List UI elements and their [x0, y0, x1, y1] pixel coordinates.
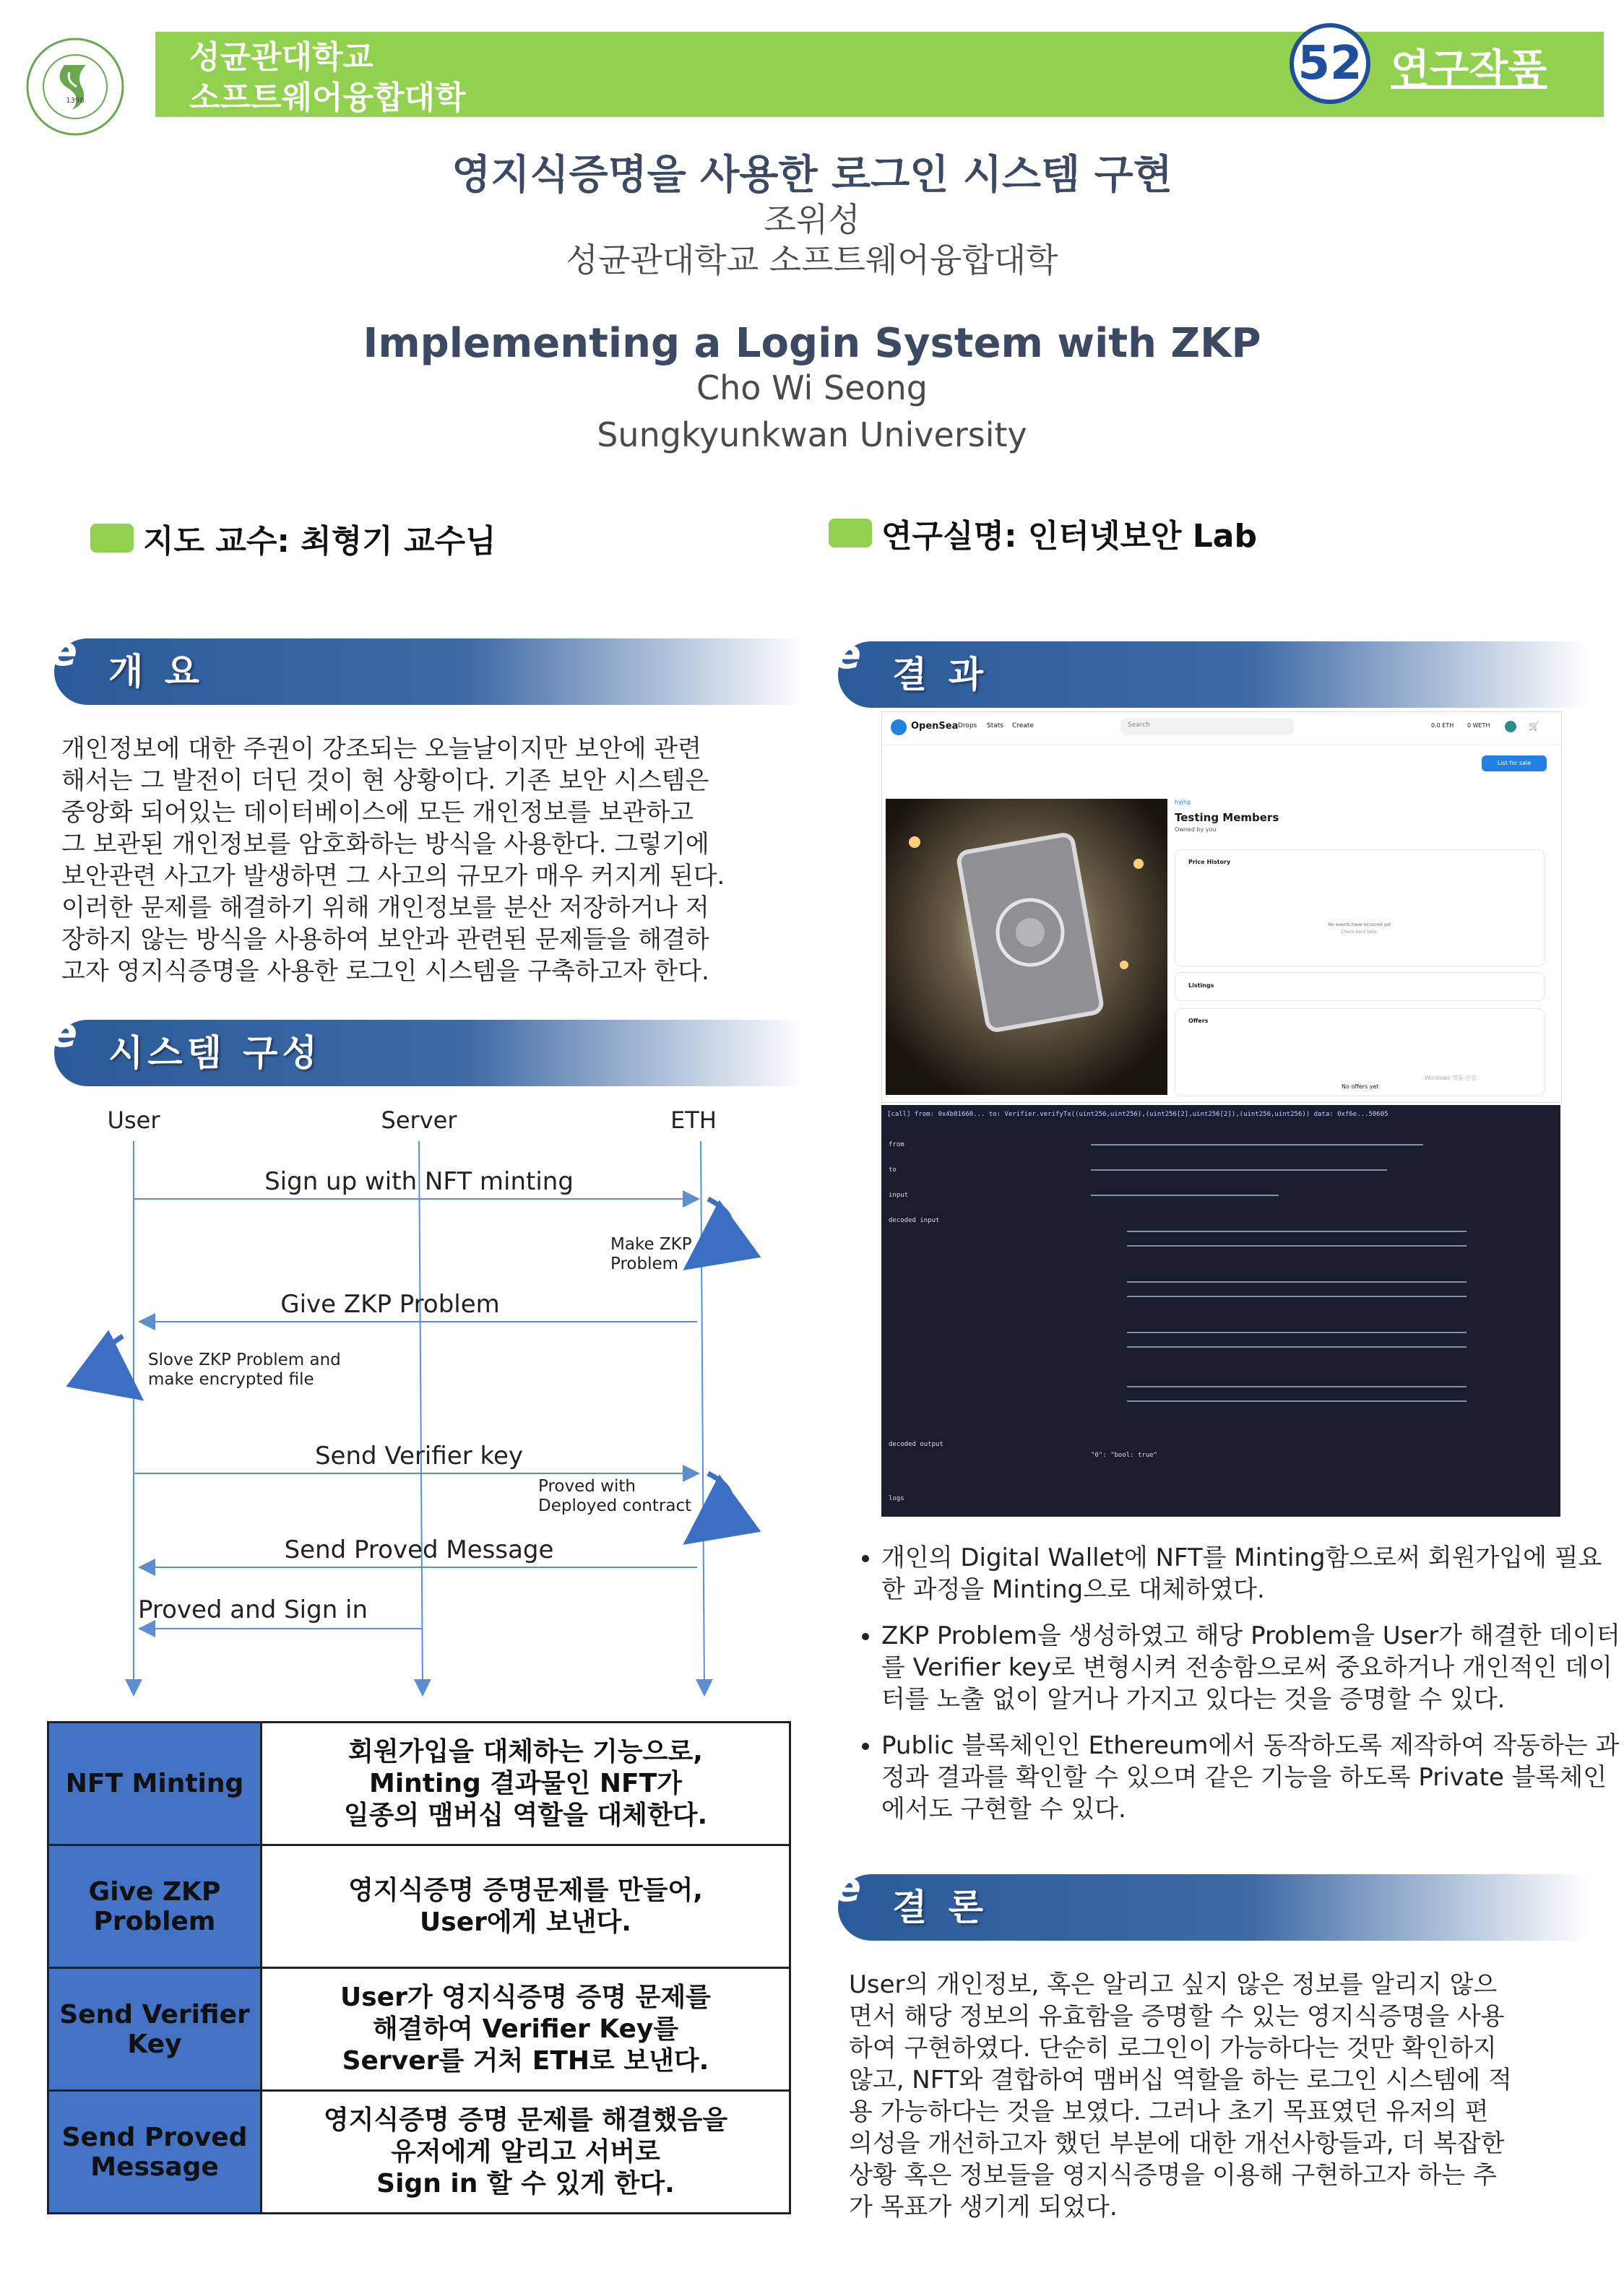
text-line: 해서는 그 발전이 더딘 것이 현 상황이다. 기존 보안 시스템은	[61, 766, 709, 795]
self-loop-eth-2	[708, 1473, 730, 1524]
table-value	[262, 1845, 790, 1968]
table-value-line: User에게 보낸다.	[420, 1907, 631, 1937]
tx-field-input: input	[889, 1192, 909, 1199]
table-row	[48, 1968, 790, 2091]
overview-text	[61, 733, 813, 987]
text-line: 않고, NFT와 결합하여 맴버십 역할을 하는 로그인 시스템에 적	[849, 2066, 1512, 2094]
table-value-line: 해결하여 Verifier Key를	[372, 2014, 679, 2044]
listings-label: Listings	[1188, 982, 1214, 989]
text-line: 장하지 않는 방식을 사용하여 보안과 관련된 문제들을 해결하	[61, 925, 709, 954]
nav-create[interactable]: Create	[1012, 722, 1034, 729]
function-table	[47, 1721, 791, 2214]
table-value	[262, 2091, 790, 2214]
text-line: 가 목표가 생기게 되었다.	[849, 2193, 1118, 2222]
wallet-balance: 0.0 ETH	[1431, 722, 1454, 729]
table-value-line: Minting 결과물인 NFT가	[369, 1768, 682, 1798]
advisor-marker	[90, 524, 134, 553]
section-header-conclusion	[834, 1864, 1589, 1941]
search-placeholder: Search	[1128, 722, 1150, 729]
note-proved: Proved with	[538, 1477, 636, 1496]
sequence-diagram	[58, 1105, 780, 1719]
list-for-sale-button[interactable]: List for sale	[1482, 755, 1547, 771]
section-e-icon: e	[50, 628, 77, 675]
nft-title: Testing Members	[1175, 811, 1279, 824]
section-header-overview	[50, 628, 805, 705]
screenshot-transaction	[881, 1105, 1560, 1517]
table-key: Send Verifier Key	[48, 1968, 262, 2091]
header-university	[189, 38, 466, 118]
avatar[interactable]	[1505, 721, 1516, 732]
note-proved-2: Deployed contract	[538, 1496, 692, 1515]
collection-link[interactable]: hyjhg	[1175, 799, 1191, 805]
university-name: 성균관대학교	[189, 39, 374, 76]
self-loop-eth-1	[708, 1199, 730, 1249]
advisor-label: 지도 교수: 최형기 교수님	[143, 523, 496, 560]
table-value	[262, 1968, 790, 2091]
poster-number-badge: 52	[1290, 23, 1370, 104]
cart-icon[interactable]: 🛒	[1529, 721, 1539, 731]
section-title: 결 론	[892, 1886, 988, 1928]
tx-field-logs: logs	[889, 1495, 904, 1502]
table-value-line: Sign in 할 수 있게 한다.	[376, 2168, 675, 2198]
table-row	[48, 2091, 790, 2214]
author-english: Cho Wi Seong	[696, 368, 928, 407]
table-value-line: 일종의 맴버십 역할을 대체한다.	[343, 1800, 708, 1830]
listings-panel[interactable]	[1175, 972, 1545, 1001]
author-korean: 조위성	[764, 200, 860, 239]
title-english: Implementing a Login System with ZKP	[363, 320, 1261, 367]
lifeline-eth	[701, 1141, 704, 1694]
text-line: 하여 구현하였다. 단순히 로그인이 가능하다는 것만 확인하지	[849, 2034, 1497, 2063]
nav-drops[interactable]: Drops	[958, 722, 977, 729]
offers-label: Offers	[1188, 1018, 1209, 1024]
note-make-zkp-2: Problem	[610, 1255, 679, 1273]
section-e-icon: e	[834, 1864, 861, 1911]
table-key: Send Proved Message	[48, 2091, 262, 2214]
poster-category: 연구작품	[1391, 46, 1547, 93]
table-row	[48, 1845, 790, 1968]
tx-proof-data	[1062, 1141, 1532, 1437]
lab-label: 연구실명: 인터넷보안 Lab	[881, 518, 1257, 555]
text-line: 개인정보에 대한 주권이 강조되는 오늘날이지만 보안에 관련	[61, 735, 701, 763]
nft-owner: Owned by you	[1175, 826, 1217, 833]
check-back-text: Check back later.	[1341, 930, 1378, 935]
table-key: NFT Minting	[48, 1723, 262, 1845]
logo-year: 1398	[66, 97, 85, 105]
section-e-icon: e	[834, 631, 861, 678]
section-header-result	[834, 631, 1589, 708]
lifeline-server	[419, 1141, 423, 1694]
table-value-line: 영지식증명 증명문제를 만들어,	[348, 1875, 703, 1905]
opensea-brand: OpenSea	[911, 721, 959, 732]
self-loop-user	[103, 1336, 123, 1379]
table-value-line: 회원가입을 대체하는 기능으로,	[348, 1736, 703, 1767]
affiliation-english: Sungkyunkwan University	[597, 415, 1027, 454]
screenshot-opensea	[881, 711, 1562, 1103]
table-value-line: 영지식증명 증명 문제를 해결했음을	[323, 2105, 728, 2135]
wallet-weth: 0 WETH	[1467, 722, 1490, 729]
section-title: 시스템 구성	[108, 1032, 321, 1074]
table-key: Give ZKP Problem	[48, 1845, 262, 1968]
actor-user: User	[107, 1106, 160, 1134]
text-line: 의성을 개선하고자 했던 부분에 대한 개선사항들과, 더 복잡한	[849, 2129, 1505, 2158]
actor-eth: ETH	[670, 1106, 717, 1134]
opensea-navbar	[882, 712, 1561, 745]
text-line: 용 가능하다는 것을 보였다. 그러나 초기 목표였던 유저의 편	[849, 2097, 1489, 2126]
nft-image	[886, 799, 1167, 1095]
windows-watermark: Windows 정품 인증	[1425, 1075, 1477, 1081]
msg-label-3: Send Verifier key	[314, 1442, 524, 1470]
nav-stats[interactable]: Stats	[987, 722, 1003, 729]
lab-marker	[829, 519, 872, 547]
list-item: • ZKP Problem을 생성하였고 해당 Problem을 User가 해결한 데이터를 Verifier key로 변형시켜 전송함으로써 중요하거나 개인적인 데이터를 노출 없이 알거나 가지고 있다는 것을 증명할 수 있다.	[881, 1620, 1624, 1715]
text-line: 면서 해당 정보의 유효함을 증명할 수 있는 영지식증명을 사용	[849, 2002, 1505, 2031]
tx-field-from: from	[889, 1141, 904, 1148]
title-korean: 영지식증명을 사용한 로그인 시스템 구현	[452, 152, 1172, 199]
text-line: 고자 영지식증명을 사용한 로그인 시스템을 구축하고자 한다.	[61, 957, 709, 986]
section-header-system	[50, 1010, 805, 1086]
text-line: User의 개인정보, 혹은 알리고 싶지 않은 정보를 알리지 않으	[849, 1970, 1498, 1999]
msg-label-2: Give ZKP Problem	[280, 1290, 500, 1319]
section-title: 결 과	[892, 654, 988, 696]
text-line: 이러한 문제를 해결하기 위해 개인정보를 분산 저장하거나 저	[61, 893, 709, 922]
college-name: 소프트웨어융합대학	[189, 79, 466, 116]
table-value-line: User가 영지식증명 증명 문제를	[340, 1982, 711, 2012]
no-events-text: No events have occurred yet	[1328, 922, 1391, 927]
list-item: • 개인의 Digital Wallet에 NFT를 Minting함으로써 회원가입에 필요한 과정을 Minting으로 대체하였다.	[881, 1542, 1624, 1606]
opensea-logo-icon	[891, 719, 907, 735]
section-e-icon: e	[50, 1010, 77, 1057]
tx-field-decoded-input: decoded input	[889, 1217, 940, 1224]
note-solve-zkp-2: make encrypted file	[148, 1370, 314, 1389]
list-item: • Public 블록체인인 Ethereum에서 동작하도록 제작하여 작동하는 과정과 결과를 확인할 수 있으며 같은 기능을 하도록 Private 블록체인에서도 구현할 수 있다.	[881, 1730, 1624, 1825]
note-make-zkp: Make ZKP	[610, 1235, 692, 1254]
table-value-line: 유저에게 알리고 서버로	[391, 2136, 660, 2167]
msg-label-5: Proved and Sign in	[137, 1595, 368, 1624]
price-history-label: Price History	[1188, 859, 1231, 865]
conclusion-text	[849, 1969, 1600, 2223]
actor-server: Server	[381, 1106, 457, 1134]
tx-call-line: [call] from: 0x4b01660... to: Verifier.verifyTx((uint256,uint256),(uint256[2],uint256[2]),(uint256,uint256)) data: 0xf6e...50605	[887, 1111, 1388, 1118]
search-input[interactable]	[1120, 718, 1294, 735]
text-line: 중앙화 되어있는 데이터베이스에 모든 개인정보를 보관하고	[61, 798, 694, 827]
tx-field-to: to	[889, 1166, 897, 1174]
tx-output-value: "0": "bool: true"	[1091, 1452, 1158, 1459]
affiliation-korean: 성균관대학교 소프트웨어융합대학	[566, 241, 1058, 280]
no-offers-text: No offers yet	[1342, 1083, 1379, 1090]
msg-label-4: Send Proved Message	[284, 1535, 554, 1564]
section-title: 개 요	[108, 651, 204, 693]
result-bullets	[852, 1542, 1624, 1840]
text-line: 그 보관된 개인정보를 암호화하는 방식을 사용한다. 그렇기에	[61, 830, 709, 859]
note-solve-zkp: Slove ZKP Problem and	[148, 1351, 341, 1369]
table-value-line: Server를 거처 ETH로 보낸다.	[342, 2045, 709, 2076]
text-line: 상황 혹은 정보들을 영지식증명을 이용해 구현하고자 하는 추	[849, 2161, 1497, 2190]
table-value	[262, 1723, 790, 1845]
university-logo	[25, 36, 126, 137]
msg-label-1: Sign up with NFT minting	[264, 1167, 574, 1196]
offers-panel[interactable]	[1175, 1008, 1545, 1096]
tx-field-decoded-output: decoded output	[889, 1441, 943, 1448]
table-row	[48, 1723, 790, 1845]
price-history-panel	[1175, 849, 1545, 966]
text-line: 보안관련 사고가 발생하면 그 사고의 규모가 매우 커지게 된다.	[61, 862, 725, 891]
